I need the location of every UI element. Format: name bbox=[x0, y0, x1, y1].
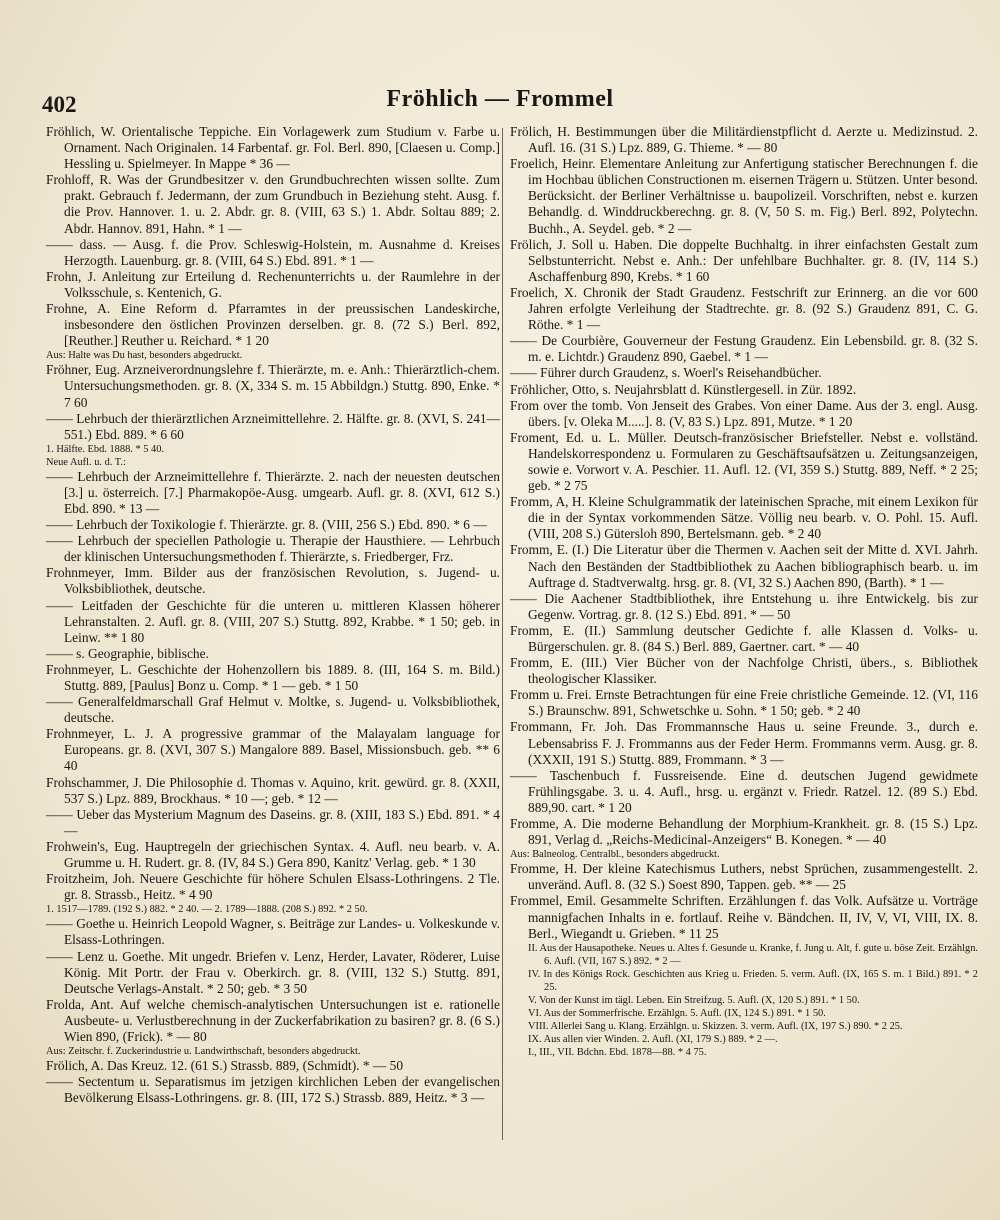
catalog-entry: Fromm, E. (III.) Vier Bücher von der Nachfolge Christi, übers., s. Bibliothek theologischer Klassiker. bbox=[510, 655, 978, 687]
catalog-entry: Fromm u. Frei. Ernste Betrachtungen für eine Freie christliche Gemeinde. 12. (VI, 116 S.) Braunschw. 891, Schwetschke u. Sohn. * 1 50; geb. * 2 40 bbox=[510, 687, 978, 719]
catalog-subentry: IV. In des Königs Rock. Geschichten aus Krieg u. Frieden. 5. verm. Aufl. (IX, 165 S. m. 1 Bild.) 891. * 2 25. bbox=[528, 968, 978, 993]
catalog-entry: Fromm, E. (II.) Sammlung deutscher Gedichte f. alle Klassen d. Volks- u. Bürgerschulen. gr. 8. (84 S.) Berl. 889, Gaertner. cart. * — 40 bbox=[510, 622, 978, 654]
catalog-entry: Fromme, H. Der kleine Katechismus Luthers, nebst Sprüchen, zusammengestellt. 2. unveränd. Aufl. 8. (32 S.) Soest 890, Tappen. geb. ** — 25 bbox=[510, 861, 978, 893]
right-column bbox=[510, 124, 978, 1059]
catalog-entry: —— dass. — Ausg. f. die Prov. Schleswig-Holstein, m. Ausnahme d. Kreises Herzogth. Lauenburg. gr. 8. (VIII, 64 S.) Ebd. 891. * 1 — bbox=[46, 236, 500, 268]
catalog-entry: From over the tomb. Von Jenseit des Grabes. Von einer Dame. Aus der 3. engl. Ausg. übers. [v. Oleka M.....]. 8. (V, 83 S.) Lpz. 891, Mutze. * 1 20 bbox=[510, 397, 978, 429]
catalog-entry: Froelich, X. Chronik der Stadt Graudenz. Festschrift zur Erinnerg. an die vor 600 Jahren erfolgte Verleihung der Stadtrechte. gr. 8. (92 S.) Graudenz 891, C. G. Röthe. * 1 — bbox=[510, 284, 978, 333]
catalog-entry: —— Lehrbuch der Toxikologie f. Thierärzte. gr. 8. (VIII, 256 S.) Ebd. 890. * 6 — bbox=[46, 517, 487, 533]
catalog-subentry: IX. Aus allen vier Winden. 2. Aufl. (XI, 179 S.) 889. * 2 —. bbox=[528, 1033, 778, 1045]
catalog-subentry: VIII. Allerlei Sang u. Klang. Erzählgn. u. Skizzen. 3. verm. Aufl. (IX, 197 S.) 890. * 2 25. bbox=[528, 1020, 903, 1032]
catalog-entry: Frohschammer, J. Die Philosophie d. Thomas v. Aquino, krit. gewürd. gr. 8. (XXII, 537 S.) Lpz. 889, Brockhaus. * 10 —; geb. * 12 — bbox=[46, 774, 500, 806]
catalog-entry: Frohloff, R. Was der Grundbesitzer v. den Grundbuchrechten wissen sollte. Zum prakt. Gebrauch f. Jedermann, der zum Grundbuch in Beziehung steht. Ausg. f. die Prov. Hannover. 1. u. 2. Abdr. gr. 8. (VIII, 63 S.) 1. Abdr. Soltau 889; 2. Abdr. Hannov. 891, Hahn. * 1 — bbox=[46, 172, 500, 236]
catalog-entry: —— Ueber das Mysterium Magnum des Daseins. gr. 8. (XIII, 183 S.) Ebd. 891. * 4 — bbox=[46, 806, 500, 838]
catalog-entry: —— Lehrbuch der Arzneimittellehre f. Thierärzte. 2. nach der neuesten deutschen [3.] u. österreich. [7.] Pharmakopöe-Ausg. umgearb. Aufl. gr. 8. (XVI, 612 S.) Ebd. 890. * 13 — bbox=[46, 468, 500, 516]
catalog-entry: Fromm, E. (I.) Die Literatur über die Thermen v. Aachen seit der Mitte d. XVI. Jahrh. Nach den Beständen der Stadtbibliothek zu Aachen bibliographisch bearb. u. im Auftrage d. Stadtverwaltg. hrsg. gr. 8. (VI, 32 S.) Aachen 890, (Barth). * 1 — bbox=[510, 542, 978, 590]
catalog-entry: Frolda, Ant. Auf welche chemisch-analytischen Untersuchungen ist e. rationelle Ausbeute- u. Verlustberechnung in der Zuckerfabrikation zu basiren? gr. 8. (6 S.) Wien 890, (Frick). * — 80 bbox=[46, 996, 500, 1044]
catalog-subentry: I., III., VII. Bdchn. Ebd. 1878—88. * 4 75. bbox=[528, 1046, 707, 1058]
catalog-entry: —— s. Geographie, biblische. bbox=[46, 645, 209, 661]
catalog-entry: Froment, Ed. u. L. Müller. Deutsch-französischer Briefsteller. Nebst e. vollständ. Handelskorrespondenz u. Formularen zu Geschäftsaufsätzen u. Zeitungsanzeigen, sowie e. Vorwort v. A. Peschier. 11. Aufl. 12. (VI, 359 S.) Stuttg. 889, Neff. * 2 25; geb. * 2 75 bbox=[510, 429, 978, 494]
catalog-entry: Froelich, Heinr. Elementare Anleitung zur Anfertigung statischer Berechnungen f. die im Hochbau üblichen Constructionen m. eisernen Trägern u. Stützen. Unter besond. Berücksicht. der Berliner Verhältnisse u. baupolizeil. Vorschriften, nebst e. kurzen Behandlg. d. Winddruckberechng. gr. 8. (V, 50 S. m. Fig.) Berl. 892, Polytechn. Buchh., A. Seydel. geb. * 2 — bbox=[510, 156, 978, 236]
catalog-entry: Frohne, A. Eine Reform d. Pfarramtes in der preussischen Landeskirche, insbesondere den östlichen Provinzen derselben. gr. 8. (72 S.) Berl. 892, [Reuther.] Reuther u. Reichard. * 1 20 bbox=[46, 301, 500, 349]
catalog-note: 1. Hälfte. Ebd. 1888. * 5 40. bbox=[46, 443, 165, 455]
page-number: 402 bbox=[42, 92, 77, 117]
catalog-entry: Fromm, A, H. Kleine Schulgrammatik der lateinischen Sprache, mit einem Lexikon für die in der Syntax vorkommenden Sätze. Völlig neu bearb. v. O. Pohl. 15. Aufl. (VIII, 208 S.) Gütersloh 890, Bertelsmann. geb. * 2 40 bbox=[510, 494, 978, 542]
catalog-entry: Froitzheim, Joh. Neuere Geschichte für höhere Schulen Elsass-Lothringens. 2 Tle. gr. 8. Strassb., Heitz. * 4 90 bbox=[46, 871, 500, 903]
catalog-entry: Fröhner, Eug. Arzneiverordnungslehre f. Thierärzte, m. e. Anh.: Thierärztlich-chem. Untersuchungsmethoden. gr. 8. (X, 334 S. m. 15 Abbildgn.) Stuttg. 890, Enke. * 7 60 bbox=[46, 362, 500, 410]
catalog-entry: —— Führer durch Graudenz, s. Woerl's Reisehandbücher. bbox=[510, 365, 822, 381]
catalog-entry: —— Taschenbuch f. Fussreisende. Eine d. deutschen Jugend gewidmete Frühlingsgabe. 3. u. 4. Aufl., hrsg. u. ergänzt v. Friedr. Ratzel. 12. (89 S.) Ebd. 889,90. cart. * 1 20 bbox=[510, 767, 978, 815]
left-column bbox=[46, 124, 500, 1106]
catalog-note: 1. 1517—1789. (192 S.) 882. * 2 40. — 2. 1789—1888. (208 S.) 892. * 2 50. bbox=[46, 904, 368, 916]
catalog-entry: Frölich, A. Das Kreuz. 12. (61 S.) Strassb. 889, (Schmidt). * — 50 bbox=[46, 1058, 404, 1074]
catalog-subentry: VI. Aus der Sommerfrische. Erzählgn. 5. Aufl. (IX, 124 S.) 891. * 1 50. bbox=[528, 1007, 826, 1019]
catalog-entry: —— Lehrbuch der thierärztlichen Arzneimittellehre. 2. Hälfte. gr. 8. (XVI, S. 241—551.) Ebd. 889. * 6 60 bbox=[46, 410, 500, 442]
catalog-entry: —— Generalfeldmarschall Graf Helmut v. Moltke, s. Jugend- u. Volksbibliothek, deutsche. bbox=[46, 694, 500, 726]
catalog-note: Aus: Halte was Du hast, besonders abgedruckt. bbox=[46, 350, 243, 362]
catalog-note: Aus: Zeitschr. f. Zuckerindustrie u. Landwirthschaft, besonders abgedruckt. bbox=[46, 1046, 361, 1058]
catalog-entry: —— Lehrbuch der speciellen Pathologie u. Therapie der Hausthiere. — Lehrbuch der klinischen Untersuchungsmethoden f. Thierärzte, s. Friedberger, Frz. bbox=[46, 533, 500, 565]
catalog-subentry: V. Von der Kunst im tägl. Leben. Ein Streifzug. 5. Aufl. (X, 120 S.) 891. * 1 50. bbox=[528, 994, 860, 1006]
catalog-entry: Frommel, Emil. Gesammelte Schriften. Erzählungen f. das Volk. Aufsätze u. Vorträge mannigfachen Inhalts in e. fortlauf. Reihe v. Bändchen. II, IV, V, VI, VIII, IX. 8. Berl., Wiegandt u. Grieben. * 11 25 bbox=[510, 893, 978, 941]
catalog-entry: —— Die Aachener Stadtbibliothek, ihre Entstehung u. ihre Entwickelg. bis zur Gegenw. Vortrag. gr. 8. (12 S.) Ebd. 891. * — 50 bbox=[510, 590, 978, 622]
catalog-entry: —— Goethe u. Heinrich Leopold Wagner, s. Beiträge zur Landes- u. Volkeskunde v. Elsass-Lothringen. bbox=[46, 916, 500, 948]
catalog-entry: Fromme, A. Die moderne Behandlung der Morphium-Krankheit. gr. 8. (15 S.) Lpz. 891, Verlag d. „Reichs-Medicinal-Anzeigers“ B. Konegen. * — 40 bbox=[510, 816, 978, 848]
catalog-entry: Frohwein's, Eug. Hauptregeln der griechischen Syntax. 4. Aufl. neu bearb. v. A. Grumme u. H. Rudert. gr. 8. (IV, 84 S.) Gera 890, Kanitz' Verlag. geb. * 1 30 bbox=[46, 838, 500, 871]
running-head: Fröhlich — Frommel bbox=[386, 86, 614, 112]
catalog-note: Aus: Balneolog. Centralbl., besonders abgedruckt. bbox=[510, 849, 720, 861]
catalog-note: Neue Aufl. u. d. T.: bbox=[46, 456, 126, 468]
catalog-subentry: II. Aus der Hausapotheke. Neues u. Altes f. Gesunde u. Kranke, f. Jung u. Alt, f. gute u. böse Zeit. Erzählgn. 6. Aufl. (VII, 167 S.) 892. * 2 — bbox=[528, 942, 978, 967]
catalog-entry: Frommann, Fr. Joh. Das Frommannsche Haus u. seine Freunde. 3., durch e. Lebensabriss F. J. Frommanns aus der Feder Herm. Frommanns verm. Ausg. gr. 8. (XXXII, 191 S.) Stuttg. 889, Frommann. * 3 — bbox=[510, 719, 978, 767]
catalog-entry: Frohnmeyer, Imm. Bilder aus der französischen Revolution, s. Jugend- u. Volksbibliothek, deutsche. bbox=[46, 565, 500, 597]
catalog-entry: Frohnmeyer, L. J. A progressive grammar of the Malayalam language for Europeans. gr. 8. (XVI, 307 S.) Mangalore 889. Basel, Missionsbuch. geb. ** 6 40 bbox=[46, 726, 500, 774]
catalog-entry: —— Sectentum u. Separatismus im jetzigen kirchlichen Leben der evangelischen Bevölkerung Elsass-Lothringens. gr. 8. (III, 172 S.) Strassb. 889, Heitz. * 3 — bbox=[46, 1074, 500, 1106]
catalog-entry: Frölich, J. Soll u. Haben. Die doppelte Buchhaltg. in ihrer einfachsten Gestalt zum Selbstunterricht. Nebst e. Anh.: Der unfehlbare Buchhalter. gr. 8. (IV, 114 S.) Aschaffenburg 890, Krebs. * 1 60 bbox=[510, 236, 978, 284]
column-rule bbox=[502, 128, 503, 1140]
catalog-entry: —— Leitfaden der Geschichte für die unteren u. mittleren Klassen höherer Lehranstalten. 2. Aufl. gr. 8. (VIII, 207 S.) Stuttg. 892, Krabbe. * 1 50; geb. in Leinw. ** 1 80 bbox=[46, 597, 500, 645]
catalog-entry: Fröhlicher, Otto, s. Neujahrsblatt d. Künstlergesell. in Zür. 1892. bbox=[510, 381, 857, 397]
catalog-entry: Frohn, J. Anleitung zur Erteilung d. Rechenunterrichts u. der Raumlehre in der Volksschule, s. Kentenich, G. bbox=[46, 268, 500, 300]
catalog-entry: Fröhlich, W. Orientalische Teppiche. Ein Vorlagewerk zum Studium v. Farbe u. Ornament. Nach Originalen. 14 Farbentaf. gr. Fol. Berl. 890, [Claesen u. Comp.] Hessling u. Spielmeyer. In Mappe * 36 — bbox=[46, 124, 500, 172]
catalog-entry: Frölich, H. Bestimmungen über die Militärdienstpflicht d. Aerzte u. Medizinstud. 2. Aufl. 16. (31 S.) Lpz. 889, G. Thieme. * — 80 bbox=[510, 124, 978, 156]
catalog-entry: —— De Courbière, Gouverneur der Festung Graudenz. Ein Lebensbild. gr. 8. (32 S. m. e. Lichtdr.) Graudenz 890, Gaebel. * 1 — bbox=[510, 333, 978, 365]
catalog-entry: Frohnmeyer, L. Geschichte der Hohenzollern bis 1889. 8. (III, 164 S. m. Bild.) Stuttg. 889, [Paulus] Bonz u. Comp. * 1 — geb. * 1 50 bbox=[46, 661, 500, 693]
catalog-entry: —— Lenz u. Goethe. Mit ungedr. Briefen v. Lenz, Herder, Lavater, Röderer, Luise König. Mit Portr. der Frau v. Oberkirch. gr. 8. (VIII, 132 S.) Stuttg. 891, Deutsche Verlags-Anstalt. * 2 50; geb. * 3 50 bbox=[46, 948, 500, 996]
